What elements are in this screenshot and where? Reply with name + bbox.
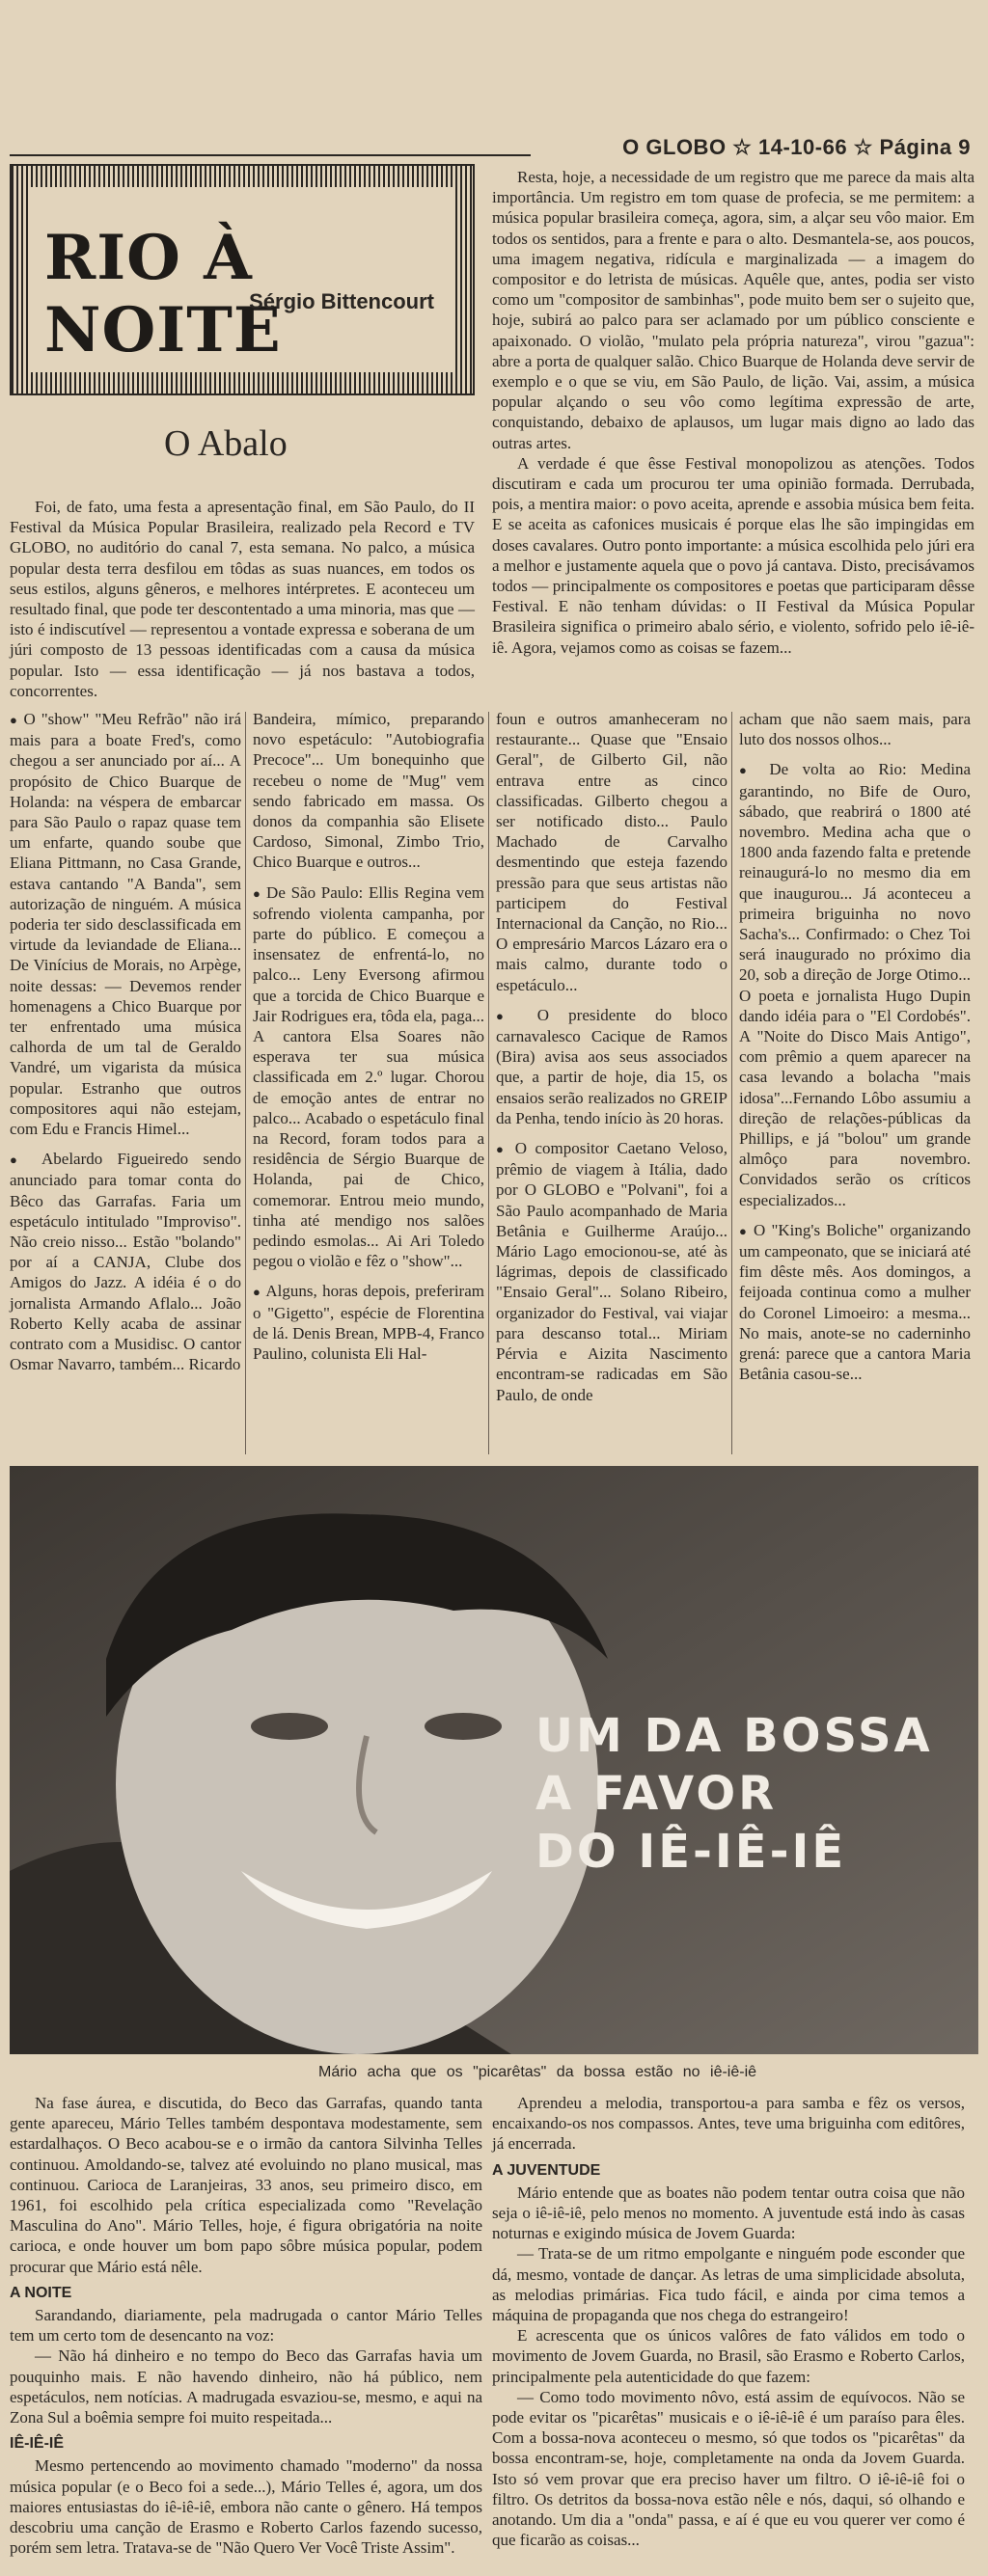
column-rule	[245, 712, 246, 1454]
photo-title	[535, 1707, 933, 1881]
subheading: A NOITE	[10, 2284, 72, 2301]
note-item: ● De volta ao Rio: Medina garantindo, no Bife de Ouro, sábado, que reabrirá o 1800 até novembro. Medina acha que o 1800 anda fazendo falta e pretende reinaugurá-lo no mesmo dia em que inaugurou... Já aconteceu a primeira briguinha no novo Sacha's... Confirmado: o Chez Toi será inaugurado no próximo dia 20, sob a direção de Jorge Otimo... O poeta e jornalista Hugo Dupin dando idéia para o "El Cordobés". A "Noite do Disco Mais Antigo", com prêmio a quem aparecer na casa levando a bolacha "mais idosa"...Fernando Lôbo assumiu a direção de relações-públicas da Phillips, e já "bolou" um grande almôço para novembro. Convidados serão os críticos especializados...	[739, 759, 971, 1209]
feature-paragraph: Na fase áurea, e discutida, do Beco das Garrafas, quando tanta gente apareceu, Mário Telles também despontava modestamente, sem estardalhaços. O Beco acabou-se e o irmão da cantora Silvinha Telles continuou. Amoldando-se, talvez até evoluindo no plano musical, mas continuou. Carioca de Laranjeiras, 33 anos, seu primeiro disco, em 1961, foi escolhido pela crítica especializada como "Revelação Masculina do Ano". Mário Telles, hoje, é figura obrigatória na noite carioca, e onde houver um bom papo sôbre música popular, podem procurar que Mário está nêle.	[10, 2094, 482, 2276]
feature-quote: — Não há dinheiro e no tempo do Beco das Garrafas havia um pouquinho mais. E não havendo dinheiro, não há público, nem espetáculos, nem notícias. A madrugada esvaziou-se, mesmo, e aqui na Zona Sul a boêmia sempre foi muito respeitada...	[10, 2346, 482, 2427]
feature-right-column	[492, 2093, 965, 2550]
feature-paragraph: Aprendeu a melodia, transportou-a para samba e fêz os versos, encaixando-os nos compassos. Antes, teve uma briguinha com editôres, já encerrada.	[492, 2094, 965, 2154]
notes-column-4	[739, 709, 971, 1395]
subheading: A JUVENTUDE	[492, 2161, 601, 2179]
notes-column-3	[496, 709, 727, 1415]
notes-column-2	[253, 709, 484, 1373]
continuation-paragraph-2: A verdade é que êsse Festival monopolizou as atenções. Todos discutiram e cada um procurou ter uma opinião formada. Derrubada, pois, a mentira maior: o povo aceita, aprende e assobia música bem feita. E se aceita as cafonices musicais é porque elas lhe são impingidas em doses cavalares. Outro ponto importante: a música escolhida pelo júri era a melhor e justamente aquela que o povo já cantava. Disto, precisávamos todos — principalmente os compositores e poetas que participaram dêsse Festival. E não tenham dúvidas: o II Festival da Música Popular Brasileira significa o primeiro abalo sério, e violento, sofrido pelo iê-iê-iê. Agora, vejamos como as coisas se fazem...	[492, 453, 974, 657]
lead-paragraph: Foi, de fato, uma festa a apresentação final, em São Paulo, do II Festival da Música Popular Brasileira, realizado pela Record e TV GLOBO, no auditório do canal 7, esta semana. No palco, a música popular desta terra desfilou em tôdas as suas nuances, em todos os seus estilos, alguns gêneros, e melhores intérpretes. E aconteceu um resultado final, que pode ter descontentado a uma minoria, mas que — isto é indiscutível — representou a vontade expressa e soberana de um júri composto de 13 pessoas identificadas com a causa da música popular. Isto — essa identificação — já nos bastava a todos, concorrentes.	[10, 498, 475, 700]
feature-quote: — Trata-se de um ritmo empolgante e ninguém pode esconder que dá, mesmo, vontade de dançar. As letras de uma simplicidade absoluta, as melodias primárias. Fica tudo fácil, e ainda por cima temos a máquina de propaganda que nos chega do estrangeiro!	[492, 2244, 965, 2325]
note-item: acham que não saem mais, para luto dos nossos olhos...	[739, 710, 971, 749]
note-item: ● O "show" "Meu Refrão" não irá mais para a boate Fred's, como chegou a ser anunciado por aí... A propósito de Chico Buarque de Holanda: na véspera de embarcar para São Paulo o rapaz quase tem um enfarte, quando soube que Eliana Pittmann, no Casa Grande, estava cantando "A Banda", sem autorização de ninguém. A música poderia ter sido desclassificada em virtude da leviandade de Eliana... De Vinícius de Morais, no Arpège, noite dessas: — Devemos render homenagens a Chico Buarque por ter enfrentado uma música calhorda de um tal de Geraldo Vandré, um vigarista da música popular. Estranho que outros compositores aqui não estejam, com Edu e Francis Himel...	[10, 709, 241, 1139]
note-item: ● O presidente do bloco carnavalesco Cacique de Ramos (Bira) avisa aos seus associados que, a partir de hoje, dia 15, os ensaios serão realizados no GREIP da Penha, tendo início às 20 horas.	[496, 1005, 727, 1128]
header-rule	[10, 154, 531, 156]
feature-left-column	[10, 2093, 482, 2558]
note-item: ● O compositor Caetano Veloso, prêmio de viagem à Itália, dado por O GLOBO e "Polvani", foi a São Paulo acompanhado de Maria Betânia e Guilherme Araújo... Mário Lago emocionou-se, até às lágrimas, depois de classificado "Ensaio Geral"... Solano Ribeiro, organizador do Festival, vai viajar para descanso total... Miriam Pérvia e Aizita Nascimento encontram-se radicadas em São Paulo, de onde	[496, 1138, 727, 1405]
photo-title-line: A FAVOR	[535, 1767, 778, 1821]
feature-paragraph: E acrescenta que os únicos valôres de fato válidos em todo o movimento de Jovem Guarda, no Brasil, são Erasmo e Roberto Carlos, principalmente pela autenticidade do que fazem:	[492, 2326, 965, 2386]
note-item: Bandeira, mímico, preparando novo espetáculo: "Autobiografia Precoce"... Um bonequinho que recebeu o nome de "Mug" vem sendo fabricado em massa. Os donos da companhia são Elisete Cardoso, Simonal, Zimbo Trio, Chico Buarque e outros...	[253, 710, 484, 872]
notes-column-1	[10, 709, 241, 1385]
feature-photo	[10, 1466, 978, 2054]
note-item: ● O "King's Boliche" organizando um campeonato, que se iniciará até fim dêste mês. Aos domingos, a feijoada continua como a mulher do Coronel Limoeiro: a mesma... No mais, anote-se no caderninho grená: parece que a cantora Maria Betânia casou-se...	[739, 1220, 971, 1385]
column-rule	[731, 712, 732, 1454]
continuation-paragraph-1: Resta, hoje, a necessidade de um registro que me parece da mais alta importância. Um registro em tom quase de profecia, se me permitem: a música popular brasileira começa, agora, sim, a alçar seu vôo maior. Em todos os sentidos, para a frente e para o alto. Desmantela-se, aos poucos, uma imagem negativa, ridícula e marginalizada — a imagem do compositor e do letrista de músicas. Aquêle que, antes, podia ser visto como um "compositor de sambinhas", pode muito bem ser o sujeito que, hoje, subirá ao palco para ser aclamado por um público consciente e apaixonado. O violão, "mulato pela própria natureza", virou "gazua": abre a porta de qualquer salão. Chico Buarque de Holanda deve servir de exemplo e o que se viu, em São Paulo, de lição. Vai, assim, a música popular alçando o seu vôo como legítima expressão de arte, conquistando, debaixo de aplausos, um lugar mais digno ao lado das outras artes.	[492, 168, 974, 452]
article-lead	[10, 497, 475, 701]
column-masthead	[10, 164, 475, 395]
article-continuation	[492, 167, 974, 658]
note-item: ● Alguns, horas depois, preferiram o "Gigetto", espécie de Florentina de lá. Denis Brean, MPB-4, Franco Paulino, colunista Eli Hal-	[253, 1281, 484, 1364]
feature-paragraph: Mário entende que as boates não podem tentar outra coisa que não seja o iê-iê-iê, pelo menos no momento. A juventude está indo às casas noturnas e exigindo música de Jovem Guarda:	[492, 2183, 965, 2243]
byline: Sérgio Bittencourt	[249, 289, 434, 313]
feature-quote: — Como todo movimento nôvo, está assim de equívocos. Não se pode evitar os "picarêtas" musicais e o iê-iê-iê é um paraíso para êles. Com a bossa-nova aconteceu o mesmo, só que todos os "picarêtas" da bossa encontram-se, hoje, completamente na onda da Jovem Guarda. Isto só vem provar que era preciso haver um filtro. O iê-iê-iê foi o filtro. Os detritos da bossa-nova estão nêle e nós, daqui, só olhando e anotando. Um dia a "onda" passa, e aí é que eu vou querer ver como é que ficarão as coisas...	[492, 2387, 965, 2550]
note-item: foun e outros amanheceram no restaurante... Quase que "Ensaio Geral", de Gilberto Gil, não entrava entre as cinco classificadas. Gilberto chegou a ser notificado disto... Paulo Machado de Carvalho desmentindo que esteja fazendo pressão para que seus artistas não participem do Festival Internacional da Canção, no Rio... O empresário Marcos Lázaro era o mais calmo, durante todo o espetáculo...	[496, 710, 727, 994]
newspaper-header: O GLOBO ☆ 14-10-66 ☆ Página 9	[622, 135, 971, 159]
photo-title-line: UM DA BOSSA	[535, 1709, 933, 1763]
feature-paragraph: Sarandando, diariamente, pela madrugada o cantor Mário Telles tem um certo tom de desencanto na voz:	[10, 2306, 482, 2346]
feature-paragraph: Mesmo pertencendo ao movimento chamado "moderno" da nossa música popular (e o Beco foi a sede...), Mário Telles é, agora, um dos maiores entusiastas do iê-iê-iê, embora não cante o gênero. Há tempos descobriu uma canção de Erasmo e Roberto Carlos fazendo sucesso, porém sem letra. Tratava-se de "Não Quero Ver Você Triste Assim".	[10, 2456, 482, 2558]
article-headline: O Abalo	[164, 423, 288, 464]
masthead-hatch-left	[12, 187, 29, 372]
masthead-hatch-bottom	[12, 372, 473, 393]
column-title: RIO À NOITE	[44, 222, 282, 366]
masthead-hatch-top	[12, 166, 473, 187]
photo-title-line: DO IÊ-IÊ-IÊ	[535, 1825, 847, 1879]
photo-caption: Mário acha que os "picarêtas" da bossa estão no iê-iê-iê	[318, 2064, 757, 2080]
subheading: IÊ-IÊ-IÊ	[10, 2435, 65, 2453]
note-item: ● De São Paulo: Ellis Regina vem sofrendo violenta campanha, por parte do público. E começou a insensatez de enfrentá-lo, no palco... Leny Eversong afirmou que a torcida de Chico Buarque e Jair Rodrigues era, tôda ela, paga... A cantora Elsa Soares não esperava ter sua música classificada em 2.º lugar. Chorou de emoção antes de entrar no palco... Acabado o espetáculo final na Record, foram todos para a residência de Sérgio Buarque de Holanda, pai de Chico, comemorar. Entrou meio mundo, tinha até mendigo nos salões pedindo esmolas... Ai Ari Toledo pegou o violão e fêz o "show"...	[253, 882, 484, 1272]
note-item: ● Abelardo Figueiredo sendo anunciado para tomar conta do Bêco das Garrafas. Faria um espetáculo intitulado "Improviso". Não creio nisso... Estão "bolando" por aí a CANJA, Clube dos Amigos do Jazz. A idéia é o do jornalista Armando Aflalo... João Roberto Kelly acaba de assinar contrato com a Musidisc. O cantor Osmar Navarro, também... Ricardo	[10, 1149, 241, 1374]
column-rule	[488, 712, 489, 1454]
